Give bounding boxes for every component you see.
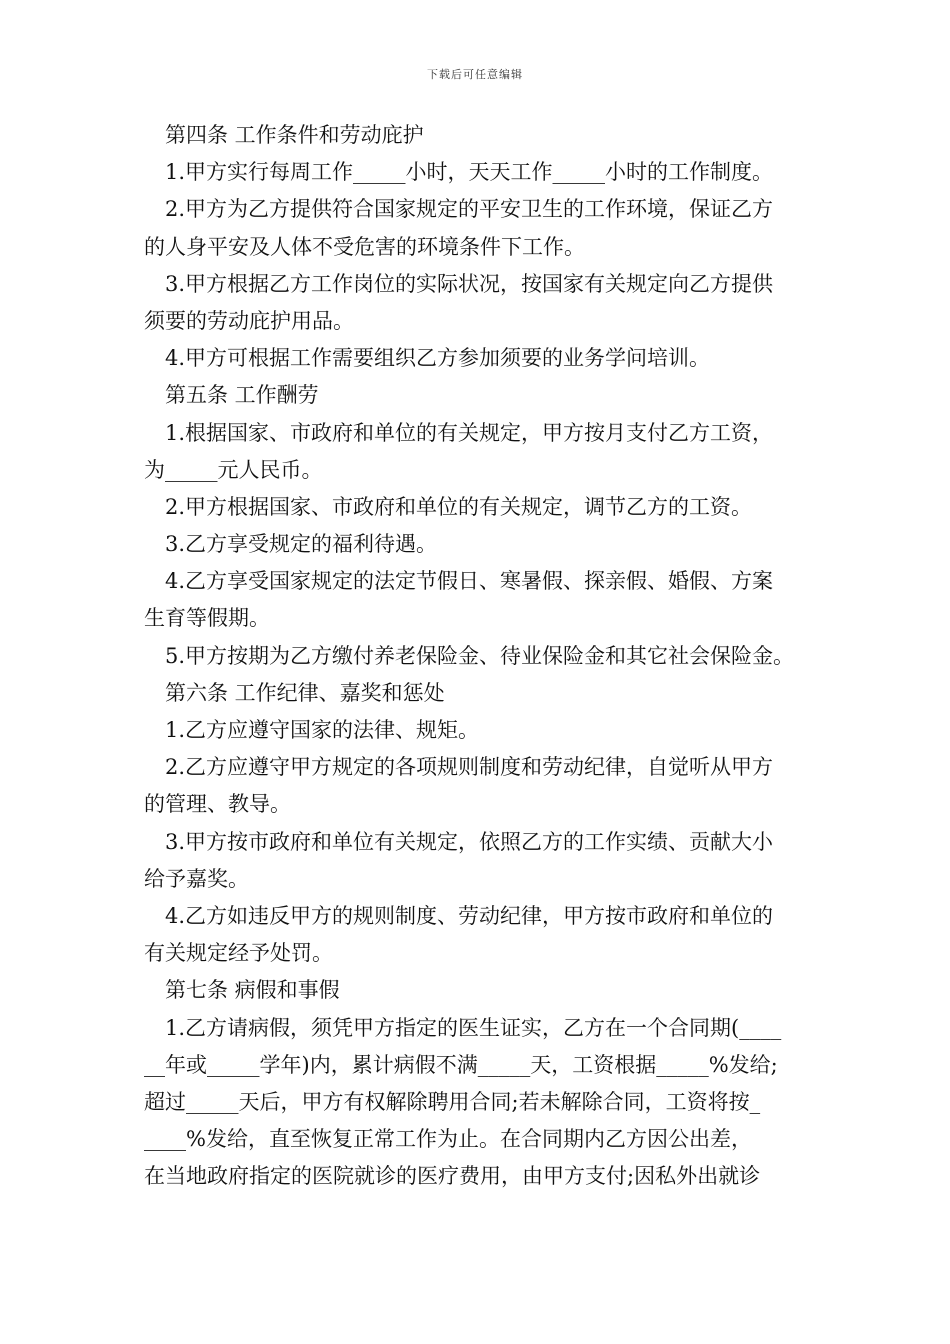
text-line: 1.乙方请病假，须凭甲方指定的医生证实，乙方在一个合同期(____ — [165, 1015, 782, 1040]
text-line: ____%发给，直至恢复正常工作为止。在合同期内乙方因公出差， — [144, 1127, 752, 1152]
text-line: 2.甲方为乙方提供符合国家规定的平安卫生的工作环境，保证乙方 — [165, 197, 774, 222]
text-line: 4.乙方享受国家规定的法定节假日、寒暑假、探亲假、婚假、方案 — [165, 569, 774, 594]
text-line: 的人身平安及人体不受危害的环境条件下工作。 — [144, 234, 585, 259]
text-line: 的管理、教导。 — [144, 792, 291, 817]
text-line: 2.甲方根据国家、市政府和单位的有关规定，调节乙方的工资。 — [165, 494, 753, 519]
text-line: 第六条 工作纪律、嘉奖和惩处 — [165, 680, 445, 705]
text-line: 1.根据国家、市政府和单位的有关规定，甲方按月支付乙方工资， — [165, 420, 774, 445]
text-line: 5.甲方按期为乙方缴付养老保险金、待业保险金和其它社会保险金。 — [165, 643, 795, 668]
text-line: 4.甲方可根据工作需要组织乙方参加须要的业务学问培训。 — [165, 346, 711, 371]
text-line: 有关规定经予处罚。 — [144, 941, 333, 966]
text-line: 第七条 病假和事假 — [165, 978, 340, 1003]
text-line: 须要的劳动庇护用品。 — [144, 308, 354, 333]
page-header: 下载后可任意编辑 — [427, 68, 523, 81]
text-line: 3.甲方按市政府和单位有关规定，依照乙方的工作实绩、贡献大小 — [165, 829, 774, 854]
document-body — [144, 117, 824, 1195]
text-line: 在当地政府指定的医院就诊的医疗费用，由甲方支付;因私外出就诊 — [144, 1164, 761, 1189]
text-line: 第四条 工作条件和劳动庇护 — [165, 123, 424, 147]
text-line: 1.乙方应遵守国家的法律、规矩。 — [165, 718, 480, 742]
text-line: 3.乙方享受规定的福利待遇。 — [165, 532, 438, 557]
text-line: 给予嘉奖。 — [144, 866, 249, 891]
text-line: 超过_____天后，甲方有权解除聘用合同;若未解除合同，工资将按_ — [144, 1089, 761, 1114]
text-line: 第五条 工作酬劳 — [165, 383, 319, 408]
text-line: 2.乙方应遵守甲方规定的各项规则制度和劳动纪律，自觉听从甲方 — [165, 755, 774, 780]
text-line: 1.甲方实行每周工作_____小时，天天工作_____小时的工作制度。 — [165, 160, 774, 185]
text-line: 为_____元人民币。 — [144, 457, 323, 482]
text-line: __年或_____学年)内，累计病假不满_____天，工资根据_____%发给; — [144, 1052, 778, 1077]
text-line: 生育等假期。 — [144, 606, 270, 631]
text-line: 3.甲方根据乙方工作岗位的实际状况，按国家有关规定向乙方提供 — [165, 271, 774, 296]
text-line: 4.乙方如违反甲方的规则制度、劳动纪律，甲方按市政府和单位的 — [165, 903, 774, 928]
